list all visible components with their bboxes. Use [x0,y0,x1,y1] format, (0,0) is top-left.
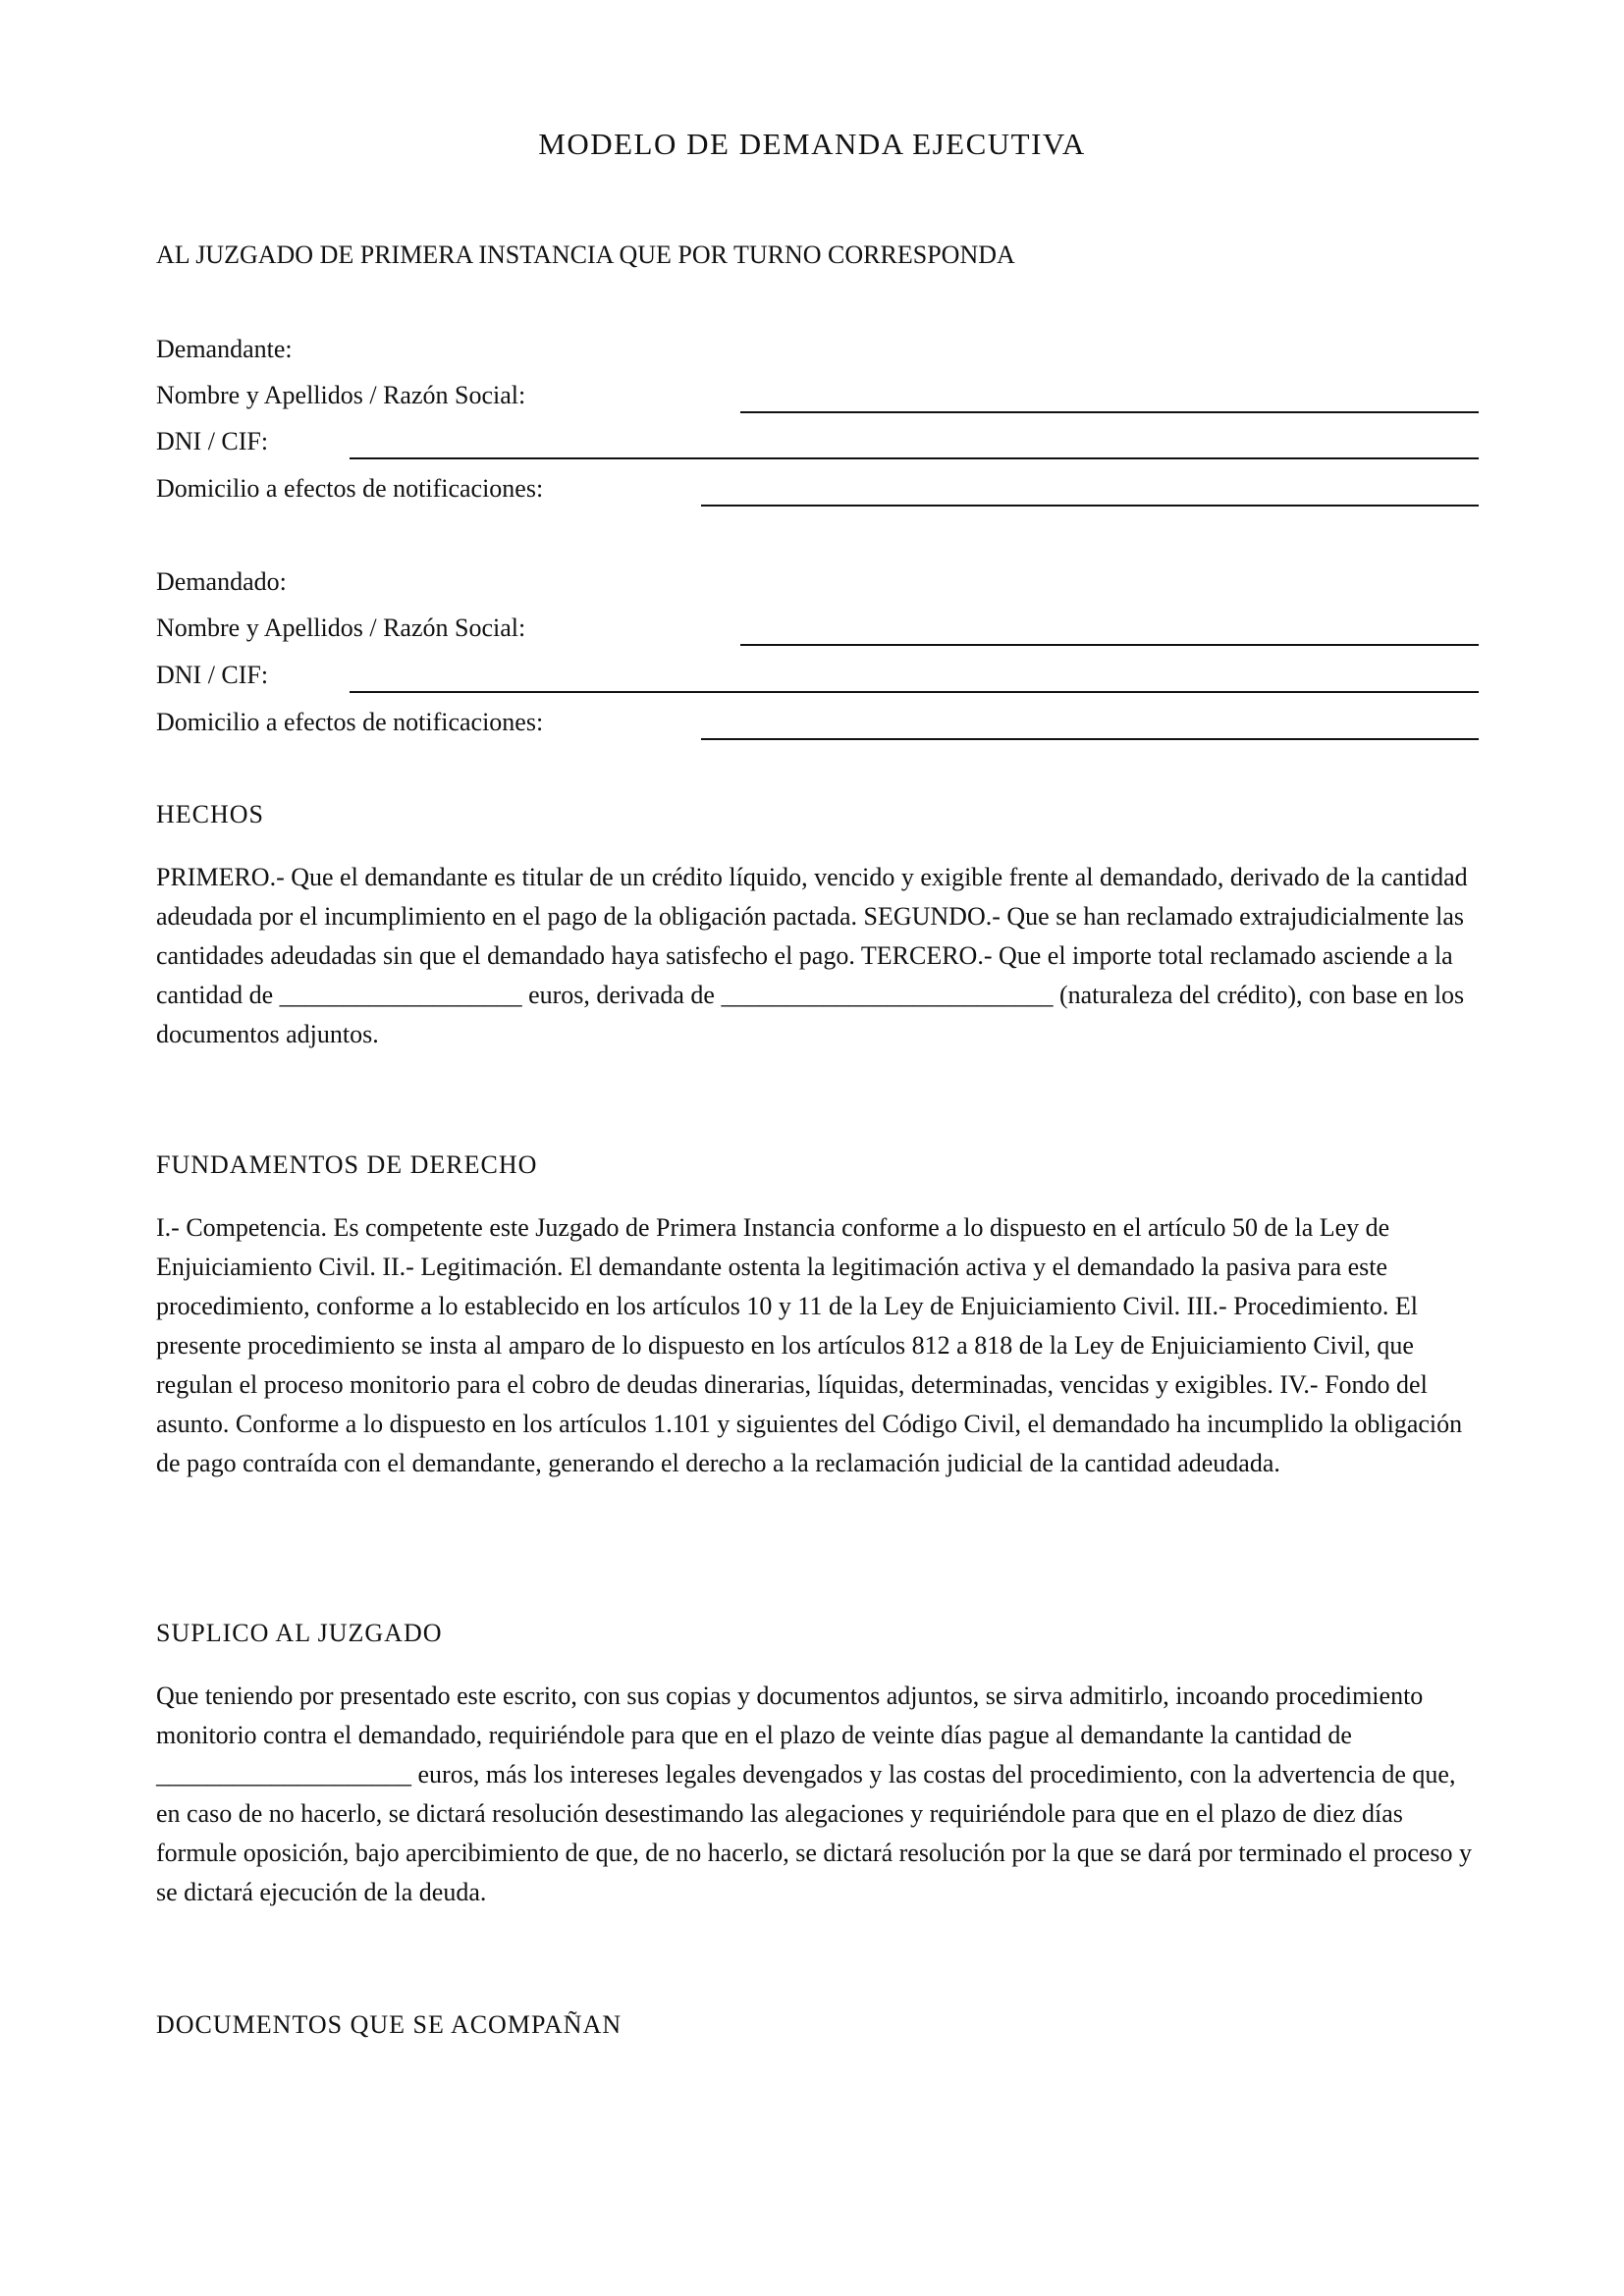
addressee-line: AL JUZGADO DE PRIMERA INSTANCIA QUE POR TURNO CORRESPONDA [156,240,1015,269]
petition-heading: SUPLICO AL JUZGADO [156,1619,443,1647]
facts-paragraph: PRIMERO.- Que el demandante es titular de un crédito líquido, vencido y exigible frente al demandado, derivado de la cantidad adeudada por el incumplimiento en el pago de la obligación pactada. SEGUNDO.- Que se han reclamado extrajudicialmente las cantidades adeudadas sin que el demandado haya satisfecho el pago. TERCERO.- Que el importe total reclamado asciende a la cantidad de ___________________ euros, derivada de __________________________ (naturaleza del crédito), con base en los documentos adjuntos. [156,863,1468,1048]
plaintiff-name-label: Nombre y Apellidos / Razón Social: [156,381,526,409]
defendant-heading: Demandado: [156,567,287,596]
defendant-address-field[interactable] [701,738,1479,740]
plaintiff-address-field[interactable] [701,505,1479,507]
document-title: MODELO DE DEMANDA EJECUTIVA [538,127,1086,161]
defendant-id-label: DNI / CIF: [156,661,269,689]
legal-grounds-heading: FUNDAMENTOS DE DERECHO [156,1150,538,1179]
facts-heading: HECHOS [156,800,265,828]
plaintiff-id-label: DNI / CIF: [156,427,269,455]
plaintiff-id-field[interactable] [350,457,1479,459]
documents-heading: DOCUMENTOS QUE SE ACOMPAÑAN [156,2010,623,2039]
defendant-id-field[interactable] [350,691,1479,693]
plaintiff-heading: Demandante: [156,335,293,363]
plaintiff-address-label: Domicilio a efectos de notificaciones: [156,474,544,503]
defendant-name-label: Nombre y Apellidos / Razón Social: [156,614,526,642]
legal-grounds-paragraph: I.- Competencia. Es competente este Juzgado de Primera Instancia conforme a lo dispuesto en el artículo 50 de la Ley de Enjuiciamiento Civil. II.- Legitimación. El demandante ostenta la legitimación activa y el demandado la pasiva para este procedimiento, conforme a lo establecido en los artículos 10 y 11 de la Ley de Enjuiciamiento Civil. III.- Procedimiento. El presente procedimiento se insta al amparo de lo dispuesto en los artículos 812 a 818 de la Ley de Enjuiciamiento Civil, que regulan el proceso monitorio para el cobro de deudas dinerarias, líquidas, determinadas, vencidas y exigibles. IV.- Fondo del asunto. Conforme a lo dispuesto en los artículos 1.101 y siguientes del Código Civil, el demandado ha incumplido la obligación de pago contraída con el demandante, generando el derecho a la reclamación judicial de la cantidad adeudada. [156,1213,1463,1477]
defendant-address-label: Domicilio a efectos de notificaciones: [156,708,544,736]
defendant-name-field[interactable] [740,644,1479,646]
petition-paragraph: Que teniendo por presentado este escrito, con sus copias y documentos adjuntos, se sirva admitirlo, incoando procedimiento monitorio contra el demandado, requiriéndole para que en el plazo de veinte días pague al demandante la cantidad de ____________________ euros, más los intereses legales devengados y las costas del procedimiento, con la advertencia de que, en caso de no hacerlo, se dictará resolución desestimando las alegaciones y requiriéndole para que en el plazo de diez días formule oposición, bajo apercibimiento de que, de no hacerlo, se dictará resolución por la que se dará por terminado el proceso y se dictará ejecución de la deuda. [156,1682,1472,1906]
plaintiff-name-field[interactable] [740,411,1479,413]
